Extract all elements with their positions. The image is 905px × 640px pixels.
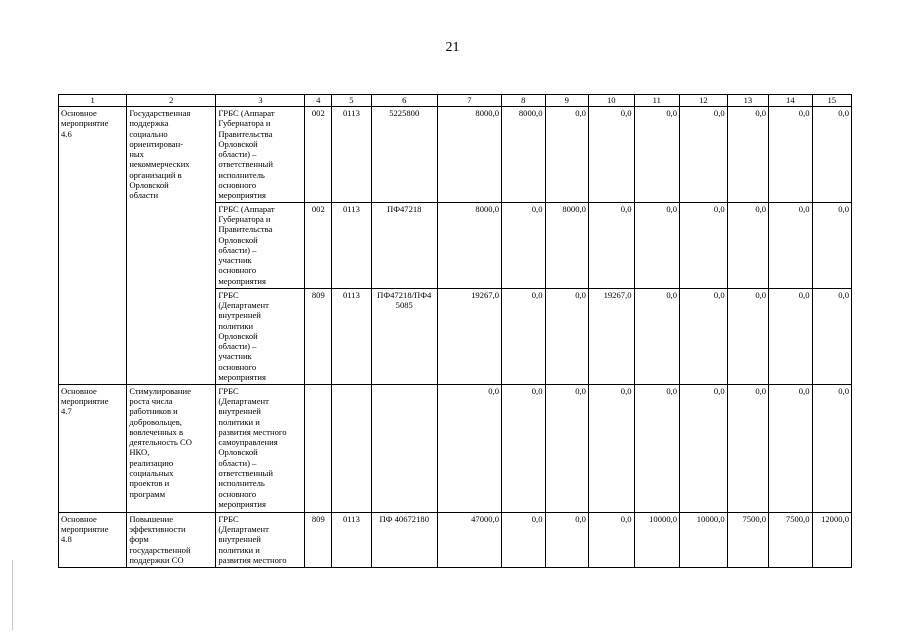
section-code-cell: 0113 xyxy=(332,512,371,567)
activity-number-cell: Основное мероприятие 4.8 xyxy=(59,512,127,567)
value-cell: 0,0 xyxy=(812,107,851,203)
column-header: 2 xyxy=(127,95,216,107)
value-cell: 0,0 xyxy=(727,288,768,384)
section-code-cell: 0113 xyxy=(332,202,371,288)
section-code-cell: 0113 xyxy=(332,107,371,203)
column-header: 14 xyxy=(769,95,812,107)
column-header: 10 xyxy=(588,95,634,107)
column-header: 15 xyxy=(812,95,851,107)
value-cell: 0,0 xyxy=(812,384,851,512)
value-cell: 8000,0 xyxy=(502,107,545,203)
value-cell: 0,0 xyxy=(769,288,812,384)
value-cell: 7500,0 xyxy=(769,512,812,567)
target-code-cell: 5225800 xyxy=(371,107,437,203)
budget-table xyxy=(58,94,852,568)
activity-number-cell: Основное мероприятие 4.6 xyxy=(59,107,127,385)
table-row xyxy=(59,384,852,512)
value-cell: 7500,0 xyxy=(727,512,768,567)
value-cell: 0,0 xyxy=(634,202,680,288)
value-cell: 0,0 xyxy=(502,288,545,384)
table-row xyxy=(59,107,852,203)
value-cell: 10000,0 xyxy=(634,512,680,567)
grbs-code-cell: 809 xyxy=(305,512,332,567)
value-cell: 0,0 xyxy=(588,512,634,567)
target-code-cell: ПФ 40672180 xyxy=(371,512,437,567)
value-cell: 0,0 xyxy=(502,202,545,288)
value-cell: 0,0 xyxy=(502,384,545,512)
column-header: 7 xyxy=(437,95,501,107)
value-cell: 8000,0 xyxy=(545,202,588,288)
activity-name-cell: Повышение эффективности форм государственной поддержки СО xyxy=(127,512,216,567)
column-header: 8 xyxy=(502,95,545,107)
column-header: 3 xyxy=(216,95,305,107)
section-code-cell xyxy=(332,384,371,512)
value-cell: 0,0 xyxy=(680,288,728,384)
executor-cell: ГРБС (Департамент внутренней политики и развития местного xyxy=(216,512,305,567)
value-cell: 0,0 xyxy=(437,384,501,512)
value-cell: 0,0 xyxy=(727,384,768,512)
target-code-cell xyxy=(371,384,437,512)
value-cell: 0,0 xyxy=(634,107,680,203)
value-cell: 0,0 xyxy=(727,202,768,288)
value-cell: 0,0 xyxy=(680,107,728,203)
section-code-cell: 0113 xyxy=(332,288,371,384)
value-cell: 0,0 xyxy=(812,202,851,288)
activity-number-cell: Основное мероприятие 4.7 xyxy=(59,384,127,512)
target-code-cell: ПФ47218 xyxy=(371,202,437,288)
grbs-code-cell: 809 xyxy=(305,288,332,384)
value-cell: 47000,0 xyxy=(437,512,501,567)
column-header: 5 xyxy=(332,95,371,107)
value-cell: 8000,0 xyxy=(437,202,501,288)
scan-edge-mark xyxy=(12,560,13,630)
value-cell: 0,0 xyxy=(634,384,680,512)
activity-name-cell: Стимулирование роста числа работников и добровольцев, вовлеченных в деятельность СО НКО, реализацию социальных проектов и программ xyxy=(127,384,216,512)
grbs-code-cell xyxy=(305,384,332,512)
value-cell: 0,0 xyxy=(680,384,728,512)
value-cell: 0,0 xyxy=(769,107,812,203)
column-header: 11 xyxy=(634,95,680,107)
executor-cell: ГРБС (Департамент внутренней политики Орловской области) – участник основного мероприятия xyxy=(216,288,305,384)
value-cell: 0,0 xyxy=(634,288,680,384)
value-cell: 0,0 xyxy=(588,107,634,203)
target-code-cell: ПФ47218/ПФ4 5085 xyxy=(371,288,437,384)
value-cell: 0,0 xyxy=(545,384,588,512)
value-cell: 12000,0 xyxy=(812,512,851,567)
value-cell: 0,0 xyxy=(545,512,588,567)
value-cell: 0,0 xyxy=(588,202,634,288)
value-cell: 19267,0 xyxy=(588,288,634,384)
executor-cell: ГРБС (Аппарат Губернатора и Правительства Орловской области) – ответственный исполнитель основного мероприятия xyxy=(216,107,305,203)
table-row xyxy=(59,512,852,567)
value-cell: 19267,0 xyxy=(437,288,501,384)
value-cell: 8000,0 xyxy=(437,107,501,203)
value-cell: 0,0 xyxy=(588,384,634,512)
column-header: 6 xyxy=(371,95,437,107)
grbs-code-cell: 002 xyxy=(305,202,332,288)
value-cell: 0,0 xyxy=(545,288,588,384)
column-header: 13 xyxy=(727,95,768,107)
value-cell: 0,0 xyxy=(769,384,812,512)
column-header: 4 xyxy=(305,95,332,107)
executor-cell: ГРБС (Департамент внутренней политики и развития местного самоуправления Орловской области) – ответственный исполнитель основного мероприятия xyxy=(216,384,305,512)
value-cell: 10000,0 xyxy=(680,512,728,567)
column-number-row xyxy=(59,95,852,107)
value-cell: 0,0 xyxy=(727,107,768,203)
page-number: 21 xyxy=(445,40,460,55)
column-header: 1 xyxy=(59,95,127,107)
grbs-code-cell: 002 xyxy=(305,107,332,203)
value-cell: 0,0 xyxy=(502,512,545,567)
column-header: 12 xyxy=(680,95,728,107)
executor-cell: ГРБС (Аппарат Губернатора и Правительства Орловской области) – участник основного мероприятия xyxy=(216,202,305,288)
value-cell: 0,0 xyxy=(812,288,851,384)
value-cell: 0,0 xyxy=(769,202,812,288)
activity-name-cell: Государственная поддержка социально ориентирован- ных некоммерческих организаций в Орловской области xyxy=(127,107,216,385)
column-header: 9 xyxy=(545,95,588,107)
value-cell: 0,0 xyxy=(545,107,588,203)
value-cell: 0,0 xyxy=(680,202,728,288)
